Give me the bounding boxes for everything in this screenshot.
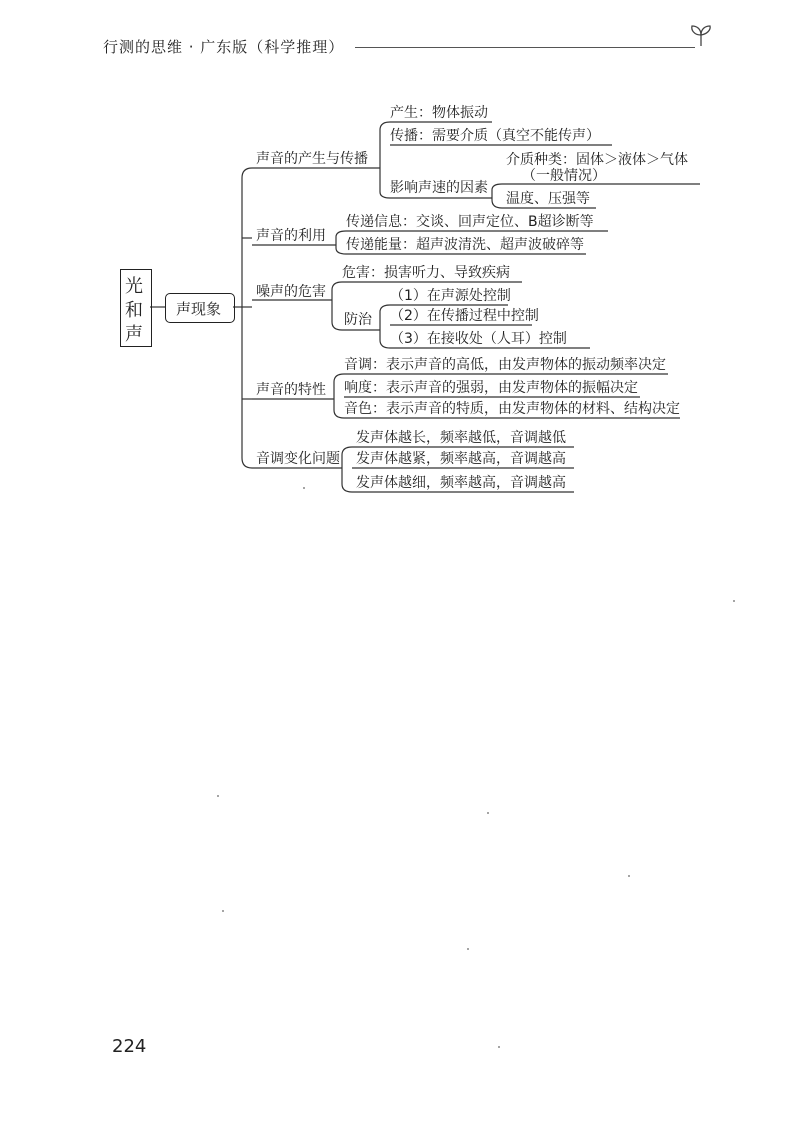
sub-sound-speed-factors: 影响声速的因素: [390, 180, 488, 196]
leaf-hazard: 危害：损害听力、导致疾病: [342, 265, 510, 281]
leaf-general-case: （一般情况）: [522, 168, 606, 184]
branch-noise-hazards: 噪声的危害: [256, 284, 326, 300]
scan-speck: [733, 600, 735, 602]
leaf-longer-body: 发声体越长，频率越低，音调越低: [356, 430, 566, 446]
scan-speck: [487, 812, 489, 814]
page-number: 224: [112, 1036, 147, 1057]
branch-pitch-change: 音调变化问题: [256, 451, 340, 467]
leaf-pitch: 音调：表示声音的高低，由发声物体的振动频率决定: [344, 357, 666, 373]
scan-speck: [498, 1046, 500, 1048]
scan-speck: [303, 487, 305, 489]
leaf-control-at-receiver: （3）在接收处（人耳）控制: [390, 331, 567, 347]
center-node-label: 声现象: [176, 300, 222, 318]
root-char-1: 光: [125, 276, 143, 297]
scan-speck: [467, 948, 469, 950]
branch-sound-characteristics: 声音的特性: [256, 382, 326, 398]
leaf-production: 产生：物体振动: [390, 105, 488, 121]
leaf-tighter-body: 发声体越紧，频率越高，音调越高: [356, 451, 566, 467]
root-char-2: 和: [125, 300, 143, 321]
scan-speck: [222, 910, 224, 912]
leaf-control-in-transmission: （2）在传播过程中控制: [390, 308, 539, 324]
root-char-3: 声: [125, 324, 143, 345]
scan-speck: [628, 875, 630, 877]
scan-speck: [217, 795, 219, 797]
leaf-thinner-body: 发声体越细，频率越高，音调越高: [356, 475, 566, 491]
leaf-loudness: 响度：表示声音的强弱，由发声物体的振幅决定: [344, 380, 638, 396]
leaf-timbre: 音色：表示声音的特质，由发声物体的材料、结构决定: [344, 401, 680, 417]
leaf-control-at-source: （1）在声源处控制: [390, 288, 511, 304]
branch-uses-of-sound: 声音的利用: [256, 228, 326, 244]
branch-production-propagation: 声音的产生与传播: [256, 151, 368, 167]
leaf-temperature-pressure: 温度、压强等: [506, 191, 590, 207]
sub-prevention: 防治: [344, 312, 372, 328]
leaf-transmit-energy: 传递能量：超声波清洗、超声波破碎等: [346, 237, 584, 253]
running-header: 行测的思维 · 广东版（科学推理）: [103, 38, 345, 56]
leaf-transmit-information: 传递信息：交谈、回声定位、B超诊断等: [346, 214, 594, 230]
leaf-propagation: 传播：需要介质（真空不能传声）: [390, 128, 600, 144]
leaf-medium-type: 介质种类：固体＞液体＞气体: [506, 152, 688, 168]
